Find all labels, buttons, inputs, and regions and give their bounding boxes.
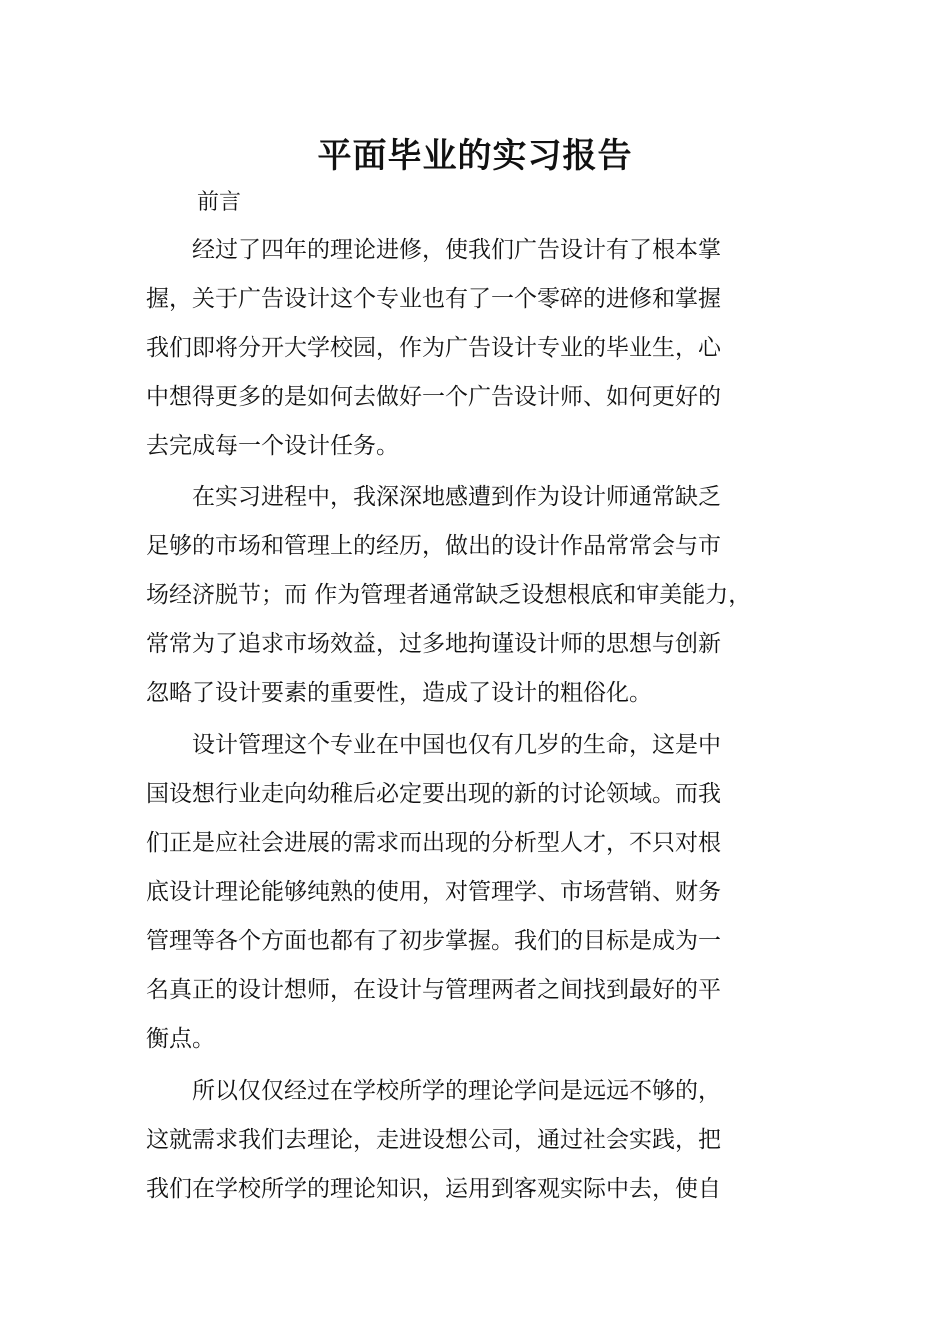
preface-heading: 前言	[197, 190, 242, 215]
body-line: 这就需求我们去理论，走进设想公司，通过社会实践，把	[146, 1127, 721, 1153]
body-line: 忽略了设计要素的重要性，造成了设计的粗俗化。	[146, 680, 652, 706]
body-line: 管理等各个方面也都有了初步掌握。我们的目标是成为一	[146, 928, 721, 954]
body-line: 我们即将分开大学校园，作为广告设计专业的毕业生，心	[146, 335, 721, 361]
body-line: 中想得更多的是如何去做好一个广告设计师、如何更好的	[146, 384, 721, 410]
body-line: 国设想行业走向幼稚后必定要出现的新的讨论领域。而我	[146, 781, 721, 807]
body-line: 名真正的设计想师，在设计与管理两者之间找到最好的平	[146, 977, 721, 1003]
body-line: 经过了四年的理论进修，使我们广告设计有了根本掌	[146, 237, 721, 263]
body-line: 场经济脱节；而 作为管理者通常缺乏设想根底和审美能力，	[146, 582, 752, 608]
body-line: 常常为了追求市场效益，过多地拘谨设计师的思想与创新	[146, 631, 721, 657]
body-line: 去完成每一个设计任务。	[146, 433, 399, 459]
document-title: 平面毕业的实习报告	[317, 136, 633, 176]
body-line: 我们在学校所学的理论知识，运用到客观实际中去，使自	[146, 1176, 721, 1202]
body-line: 底设计理论能够纯熟的使用，对管理学、市场营销、财务	[146, 879, 721, 905]
body-line: 设计管理这个专业在中国也仅有几岁的生命，这是中	[146, 732, 721, 758]
body-line: 握，关于广告设计这个专业也有了一个零碎的进修和掌握	[146, 286, 721, 312]
body-line: 足够的市场和管理上的经历，做出的设计作品常常会与市	[146, 533, 721, 559]
body-line: 们正是应社会进展的需求而出现的分析型人才，不只对根	[146, 830, 721, 856]
body-line: 衡点。	[146, 1026, 215, 1052]
body-line: 所以仅仅经过在学校所学的理论学问是远远不够的，	[146, 1078, 721, 1104]
body-line: 在实习进程中，我深深地感遭到作为设计师通常缺乏	[146, 484, 721, 510]
